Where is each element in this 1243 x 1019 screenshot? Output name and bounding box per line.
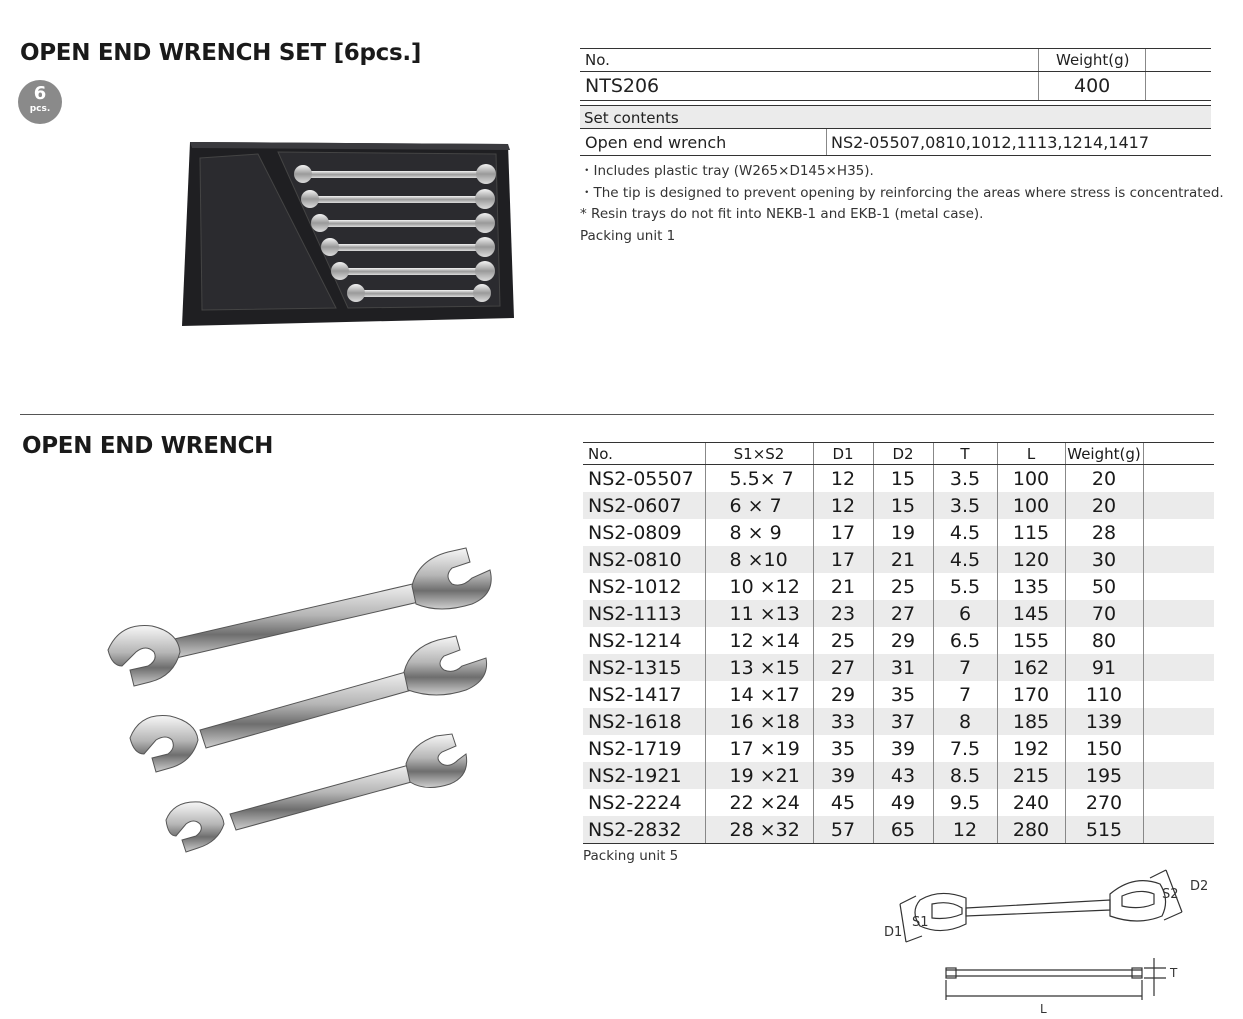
cell-size: 13 ×15 <box>705 654 813 681</box>
cell-d2: 15 <box>873 492 933 519</box>
table-row <box>583 681 1214 708</box>
pieces-badge <box>18 80 62 124</box>
cell-d1: 57 <box>813 816 873 844</box>
section-divider <box>20 414 1214 415</box>
cell-weight: 150 <box>1065 735 1143 762</box>
cell-size: 17 ×19 <box>705 735 813 762</box>
cell-no: NS2-1012 <box>588 575 682 598</box>
cell-weight: 70 <box>1065 600 1143 627</box>
cell-weight: 139 <box>1065 708 1143 735</box>
table-row <box>583 816 1214 844</box>
cell-size: 8 × 9 <box>705 519 813 546</box>
table-row <box>583 492 1214 519</box>
header-no: No. <box>583 443 705 465</box>
label-s1: S1 <box>912 915 929 930</box>
header-weight: Weight(g) <box>1065 443 1143 465</box>
cell-size: 11 ×13 <box>705 600 813 627</box>
cell-l: 280 <box>997 816 1065 844</box>
header-size: S1×S2 <box>705 443 813 465</box>
cell-l: 192 <box>997 735 1065 762</box>
cell-l: 120 <box>997 546 1065 573</box>
header-t: T <box>933 443 997 465</box>
cell-d1: 23 <box>813 600 873 627</box>
table-row <box>583 573 1214 600</box>
cell-t: 3.5 <box>933 465 997 493</box>
cell-d2: 31 <box>873 654 933 681</box>
dimension-diagram <box>870 860 1220 1015</box>
cell-d2: 19 <box>873 519 933 546</box>
cell-l: 155 <box>997 627 1065 654</box>
no-header: No. <box>585 51 610 69</box>
cell-no: NS2-1214 <box>588 629 682 652</box>
cell-d2: 65 <box>873 816 933 844</box>
cell-l: 100 <box>997 492 1065 519</box>
cell-no: NS2-1618 <box>583 708 705 735</box>
cell-l: 185 <box>997 708 1065 735</box>
cell-t: 12 <box>933 816 997 844</box>
cell-weight: 28 <box>1065 519 1143 546</box>
cell-t: 8 <box>933 708 997 735</box>
cell-size: 12 ×14 <box>705 627 813 654</box>
cell-d1: 27 <box>813 654 873 681</box>
header-blank <box>1143 443 1214 465</box>
cell-size: 6 × 7 <box>705 492 813 519</box>
cell-weight: 20 <box>1065 492 1143 519</box>
weight-header: Weight(g) <box>1056 51 1130 69</box>
note-tip: ・The tip is designed to prevent opening by reinforcing the areas where stress is concentrated. <box>580 184 1224 201</box>
cell-no: NS2-0810 <box>583 546 705 573</box>
cell-t: 6 <box>933 600 997 627</box>
cell-weight: 515 <box>1065 816 1143 844</box>
set-notes <box>580 161 1224 247</box>
header-l: L <box>997 443 1065 465</box>
cell-weight: 195 <box>1065 762 1143 789</box>
label-s2: S2 <box>1162 887 1179 902</box>
cell-no: NS2-2832 <box>583 816 705 844</box>
set-contents-label: Set contents <box>584 109 679 127</box>
cell-d2: 27 <box>873 600 933 627</box>
wrench-section-title: OPEN END WRENCH <box>22 433 274 459</box>
cell-d1: 17 <box>813 546 873 573</box>
cell-t: 6.5 <box>933 627 997 654</box>
table-row <box>583 735 1214 762</box>
table-row <box>583 708 1214 735</box>
product-number: NTS206 <box>585 75 660 97</box>
table-row <box>583 762 1214 789</box>
cell-d1: 33 <box>813 708 873 735</box>
cell-d1: 12 <box>813 465 873 493</box>
cell-weight: 270 <box>1065 789 1143 816</box>
cell-d1: 21 <box>813 573 873 600</box>
cell-no: NS2-05507 <box>588 467 694 490</box>
cell-t: 7 <box>933 654 997 681</box>
set-weight: 400 <box>1074 75 1111 97</box>
cell-l: 240 <box>997 789 1065 816</box>
cell-t: 4.5 <box>933 546 997 573</box>
cell-t: 4.5 <box>933 519 997 546</box>
header-d1: D1 <box>813 443 873 465</box>
cell-size: 8 ×10 <box>705 546 813 573</box>
cell-d1: 25 <box>813 627 873 654</box>
cell-t: 3.5 <box>933 492 997 519</box>
cell-weight: 50 <box>1065 573 1143 600</box>
set-section-title: OPEN END WRENCH SET [6pcs.] <box>20 40 422 66</box>
cell-l: 162 <box>997 654 1065 681</box>
cell-d2: 29 <box>873 627 933 654</box>
cell-l: 100 <box>997 465 1065 493</box>
cell-l: 215 <box>997 762 1065 789</box>
label-l: L <box>1040 1002 1047 1015</box>
badge-number: 6 <box>33 83 47 104</box>
set-item-value: NS2-05507,0810,1012,1113,1214,1417 <box>831 133 1149 152</box>
cell-d2: 15 <box>873 465 933 493</box>
cell-size: 10 ×12 <box>705 573 813 600</box>
cell-d1: 12 <box>813 492 873 519</box>
table-row <box>583 789 1214 816</box>
cell-d2: 35 <box>873 681 933 708</box>
cell-t: 5.5 <box>933 573 997 600</box>
cell-d2: 43 <box>873 762 933 789</box>
cell-d2: 21 <box>873 546 933 573</box>
set-info-table <box>580 48 1211 156</box>
cell-d2: 37 <box>873 708 933 735</box>
cell-l: 115 <box>997 519 1065 546</box>
cell-d1: 29 <box>813 681 873 708</box>
cell-weight: 110 <box>1065 681 1143 708</box>
cell-t: 7 <box>933 681 997 708</box>
table-row <box>583 465 1214 493</box>
label-d2: D2 <box>1190 879 1209 894</box>
cell-no: NS2-0607 <box>583 492 705 519</box>
table-row <box>583 600 1214 627</box>
cell-size: 19 ×21 <box>705 762 813 789</box>
note-packing: Packing unit 1 <box>580 227 676 244</box>
cell-d2: 39 <box>873 735 933 762</box>
cell-no: NS2-1417 <box>588 683 682 706</box>
cell-t: 8.5 <box>933 762 997 789</box>
cell-size: 16 ×18 <box>705 708 813 735</box>
cell-size: 28 ×32 <box>705 816 813 844</box>
cell-l: 145 <box>997 600 1065 627</box>
set-item-label: Open end wrench <box>585 133 727 152</box>
header-d2: D2 <box>873 443 933 465</box>
cell-no: NS2-1719 <box>588 737 682 760</box>
cell-d2: 25 <box>873 573 933 600</box>
label-d1: D1 <box>884 925 903 940</box>
cell-size: 14 ×17 <box>705 681 813 708</box>
cell-no: NS2-0809 <box>588 521 682 544</box>
cell-no: NS2-1315 <box>583 654 705 681</box>
table-row <box>583 627 1214 654</box>
cell-d2: 49 <box>873 789 933 816</box>
packing-unit: Packing unit 5 <box>583 848 679 864</box>
wrench-set-tray-image <box>178 138 518 333</box>
cell-l: 170 <box>997 681 1065 708</box>
cell-size: 5.5× 7 <box>705 465 813 493</box>
cell-l: 135 <box>997 573 1065 600</box>
cell-size: 22 ×24 <box>705 789 813 816</box>
table-row <box>583 546 1214 573</box>
cell-weight: 91 <box>1065 654 1143 681</box>
cell-t: 7.5 <box>933 735 997 762</box>
cell-d1: 17 <box>813 519 873 546</box>
cell-weight: 20 <box>1065 465 1143 493</box>
label-t: T <box>1170 966 1178 980</box>
cell-no: NS2-1921 <box>583 762 705 789</box>
table-row <box>583 519 1214 546</box>
table-row <box>583 654 1214 681</box>
cell-d1: 45 <box>813 789 873 816</box>
cell-weight: 80 <box>1065 627 1143 654</box>
cell-d1: 39 <box>813 762 873 789</box>
cell-t: 9.5 <box>933 789 997 816</box>
cell-d1: 35 <box>813 735 873 762</box>
cell-weight: 30 <box>1065 546 1143 573</box>
wrench-spec-table <box>583 442 1214 844</box>
cell-no: NS2-2224 <box>588 791 682 814</box>
note-tray: ・Includes plastic tray (W265×D145×H35). <box>580 163 874 179</box>
note-resin: * Resin trays do not fit into NEKB-1 and EKB-1 (metal case). <box>580 206 984 222</box>
wrenches-image <box>100 540 500 860</box>
cell-no: NS2-1113 <box>583 600 705 627</box>
badge-unit: pcs. <box>29 104 51 114</box>
spec-header-row <box>583 443 1214 465</box>
